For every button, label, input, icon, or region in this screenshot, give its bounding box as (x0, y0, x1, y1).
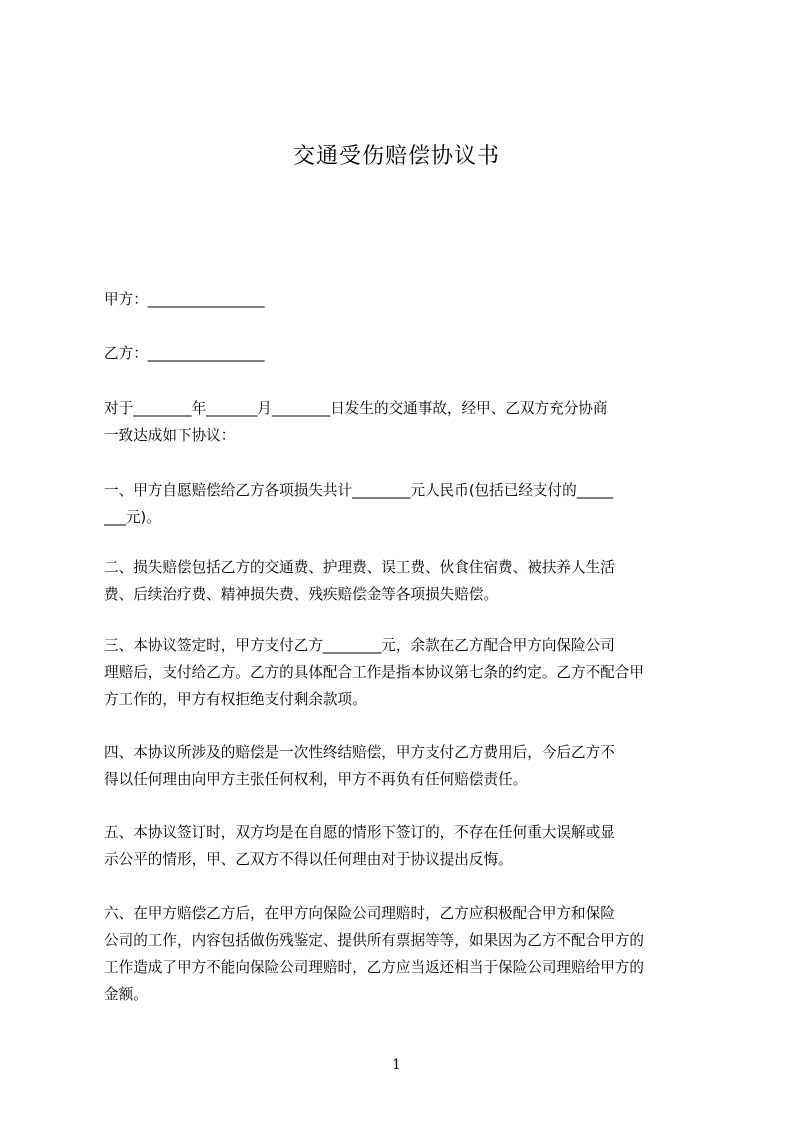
clause-2-line-2: 费、后续治疗费、精神损失费、残疾赔偿金等各项损失赔偿。 (104, 586, 499, 603)
clause-5-line-1: 五、本协议签订时，双方均是在自愿的情形下签订的，不存在任何重大误解或显 (104, 824, 615, 841)
intro-line-2: 一致达成如下协议： (104, 427, 236, 444)
clause-6-line-4: 金额。 (104, 986, 148, 1003)
page-number: 1 (392, 1057, 401, 1073)
clause-6-line-3: 工作造成了甲方不能向保险公司理赔时，乙方应当返还相当于保险公司理赔给甲方的 (104, 959, 644, 976)
party-a-line: 甲方：________________ (104, 291, 265, 308)
clause-3-line-2: 理赔后，支付给乙方。乙方的具体配合工作是指本协议第七条的约定。乙方不配合甲 (104, 664, 644, 681)
intro-line-1: 对于________年_______月________日发生的交通事故，经甲、乙双方充分协商 (104, 400, 608, 417)
clause-3-line-3: 方工作的，甲方有权拒绝支付剩余款项。 (104, 691, 367, 708)
clause-2-line-1: 二、损失赔偿包括乙方的交通费、护理费、误工费、伙食住宿费、被扶养人生活 (104, 559, 615, 576)
clause-4-line-1: 四、本协议所涉及的赔偿是一次性终结赔偿，甲方支付乙方费用后，今后乙方不 (104, 744, 615, 761)
clause-1-line-1: 一、甲方自愿赔偿给乙方各项损失共计________元人民币(包括已经支付的_____ (104, 482, 614, 499)
document-title: 交通受伤赔偿协议书 (292, 144, 500, 169)
clause-5-line-2: 示公平的情形，甲、乙双方不得以任何理由对于协议提出反悔。 (104, 851, 513, 868)
clause-4-line-2: 得以任何理由向甲方主张任何权利，甲方不再负有任何赔偿责任。 (104, 771, 528, 788)
clause-3-line-1: 三、本协议签定时，甲方支付乙方________元，余款在乙方配合甲方向保险公司 (104, 637, 615, 654)
clause-6-line-1: 六、在甲方赔偿乙方后，在甲方向保险公司理赔时，乙方应积极配合甲方和保险 (104, 905, 615, 922)
party-b-line: 乙方：________________ (104, 345, 265, 362)
clause-1-line-2: ___元)。 (104, 509, 161, 526)
clause-6-line-2: 公司的工作，内容包括做伤残鉴定、提供所有票据等等，如果因为乙方不配合甲方的 (104, 932, 644, 949)
